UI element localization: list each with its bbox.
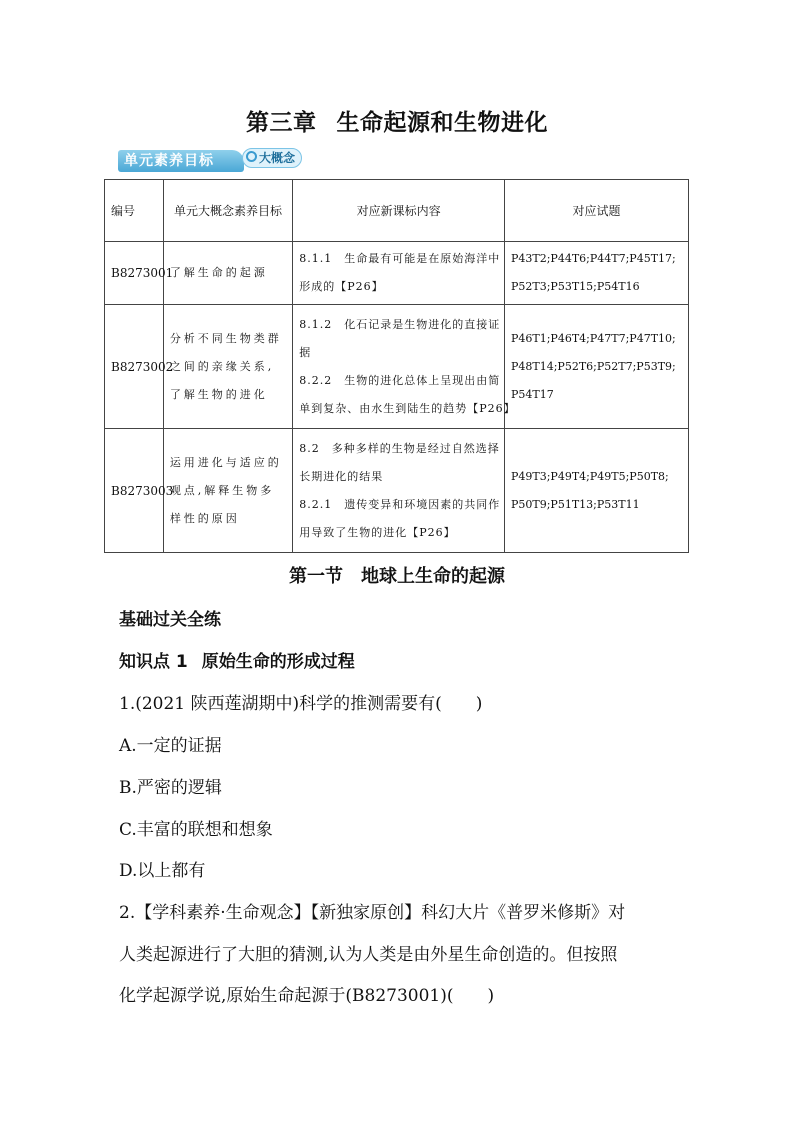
question-1-option-a: A.一定的证据 bbox=[119, 736, 222, 756]
standard-line: 据 bbox=[299, 345, 312, 359]
header-standard: 对应新课标内容 bbox=[293, 180, 505, 242]
question-2-line: 2.【学科素养·生命观念】【新独家原创】科幻大片《普罗米修斯》对 bbox=[119, 903, 626, 923]
question-2-line: 化学起源学说,原始生命起源于(B8273001)( ) bbox=[119, 986, 495, 1006]
table-row bbox=[105, 429, 689, 553]
section-title bbox=[0, 562, 794, 588]
tests-line: P48T14;P52T6;P52T7;P53T9; bbox=[510, 359, 676, 373]
standard-line: 用导致了生物的进化【P26】 bbox=[299, 525, 456, 539]
standard-line: 8.2.1 遗传变异和环境因素的共同作 bbox=[299, 497, 501, 511]
row-standard bbox=[293, 305, 516, 429]
question-2-line: 人类起源进行了大胆的猜测,认为人类是由外星生命创造的。但按照 bbox=[119, 945, 618, 965]
chapter-title bbox=[0, 104, 794, 137]
row-tests bbox=[504, 429, 688, 553]
question-1-option-d: D.以上都有 bbox=[119, 861, 206, 881]
standard-line: 形成的【P26】 bbox=[299, 280, 384, 293]
row-id: B8273001 bbox=[105, 242, 164, 305]
row-tests bbox=[504, 242, 688, 305]
row-goal: 了解生命的起源 bbox=[163, 242, 292, 305]
row-tests bbox=[504, 305, 688, 429]
header-tests: 对应试题 bbox=[504, 180, 688, 242]
row-standard bbox=[293, 429, 505, 553]
standard-line: 8.1.2 化石记录是生物进化的直接证 bbox=[299, 317, 501, 331]
tests-line: P50T9;P51T13;P53T11 bbox=[510, 497, 640, 511]
question-1-option-b: B.严密的逻辑 bbox=[119, 778, 222, 798]
standard-line: 8.2 多种多样的生物是经过自然选择 bbox=[299, 441, 500, 455]
row-goal: 运用进化与适应的观点,解释生物多样性的原因 bbox=[163, 429, 292, 553]
row-id: B8273003 bbox=[105, 429, 164, 553]
tests-line: P54T17 bbox=[510, 387, 554, 401]
practice-heading: 基础过关全练 bbox=[119, 610, 221, 630]
unit-goals-table bbox=[104, 179, 689, 553]
tests-line: P52T3;P53T15;P54T16 bbox=[510, 280, 640, 293]
big-concept-tag bbox=[242, 148, 302, 168]
big-concept-label: 大概念 bbox=[259, 151, 296, 165]
table-row bbox=[105, 305, 689, 429]
tests-line: P46T1;P46T4;P47T7;P47T10; bbox=[510, 331, 676, 345]
knowledge-point-name: 原始生命的形成过程 bbox=[201, 652, 355, 672]
standard-line: 8.2.2 生物的进化总体上呈现出由简 bbox=[299, 373, 501, 387]
header-goal: 单元大概念素养目标 bbox=[163, 180, 292, 242]
question-1-stem: 1.(2021 陕西莲湖期中)科学的推测需要有( ) bbox=[119, 694, 483, 714]
row-goal: 分析不同生物类群之间的亲缘关系,了解生物的进化 bbox=[163, 305, 292, 429]
unit-goal-badge bbox=[118, 148, 304, 174]
header-id: 编号 bbox=[105, 180, 164, 242]
unit-goal-label: 单元素养目标 bbox=[118, 150, 244, 172]
tests-line: P43T2;P44T6;P44T7;P45T17; bbox=[510, 252, 676, 265]
question-1-option-c: C.丰富的联想和想象 bbox=[119, 820, 273, 840]
knowledge-point-heading bbox=[119, 647, 355, 672]
tests-line: P49T3;P49T4;P49T5;P50T8; bbox=[510, 469, 669, 483]
section-number: 第一节 bbox=[289, 566, 343, 587]
link-icon bbox=[246, 151, 257, 162]
standard-line: 单到复杂、由水生到陆生的趋势【P26】 bbox=[299, 401, 516, 415]
table-row bbox=[105, 242, 689, 305]
chapter-name: 生命起源和生物进化 bbox=[336, 110, 548, 136]
table-header-row bbox=[105, 180, 689, 242]
row-id: B8273002 bbox=[105, 305, 164, 429]
standard-line: 长期进化的结果 bbox=[299, 469, 384, 483]
knowledge-point-number: 知识点 1 bbox=[119, 652, 188, 672]
chapter-number: 第三章 bbox=[246, 110, 317, 136]
section-name: 地球上生命的起源 bbox=[361, 566, 505, 587]
standard-line: 8.1.1 生命最有可能是在原始海洋中 bbox=[299, 252, 501, 265]
row-standard bbox=[293, 242, 505, 305]
